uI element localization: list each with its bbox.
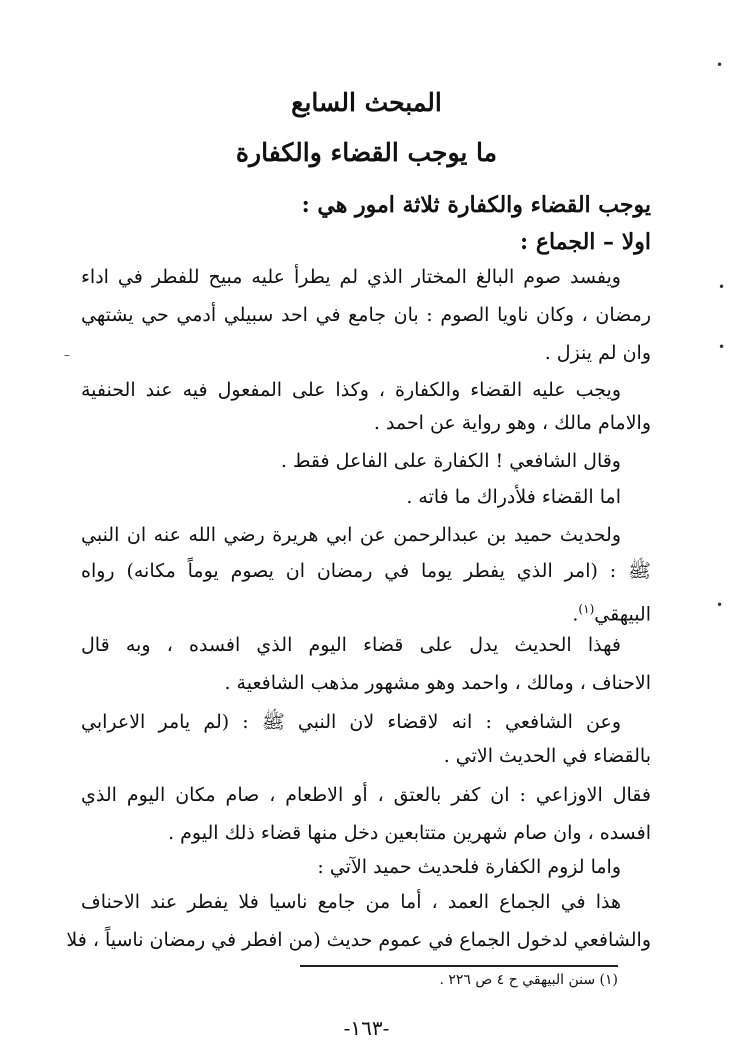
body-line: فقال الاوزاعي : ان كفر بالعتق ، أو الاطعام ، صام مكان اليوم الذي (81, 784, 651, 806)
footnote-ref: (١) (578, 602, 595, 616)
scan-mark: • (718, 280, 726, 294)
section-subtitle: ما يوجب القضاء والكفارة (235, 138, 498, 167)
scan-mark: • (716, 598, 724, 612)
line-end-dot: . (572, 603, 579, 626)
body-line: ويجب عليه القضاء والكفارة ، وكذا على المفعول فيه عند الحنفية (81, 379, 621, 401)
body-line: فهذا الحديث يدل على قضاء اليوم الذي افسده ، وبه قال (81, 634, 621, 656)
scan-mark: – (64, 348, 70, 362)
intro-heading: يوجب القضاء والكفارة ثلاثة امور هي : (301, 192, 651, 218)
body-line: بالقضاء في الحديث الاتي . (443, 745, 651, 767)
scan-mark: • (718, 340, 726, 354)
body-line: وان لم ينزل . (544, 342, 651, 364)
body-line: والشافعي لدخول الجماع في عموم حديث (من افطر في رمضان ناسياً ، فلا (66, 929, 651, 951)
page-number: -١٦٣- (343, 1016, 390, 1040)
footnote-divider (300, 965, 618, 967)
body-line-text: البيهقي (594, 603, 651, 626)
section-title: المبحث السابع (291, 88, 442, 117)
body-line: وعن الشافعي : انه لاقضاء لان النبي ﷺ : (لم يامر الاعرابي (81, 711, 621, 733)
body-line: اما القضاء فلأدراك ما فاته . (406, 486, 621, 508)
body-line: واما لزوم الكفارة فلحديث حميد الآتي : (317, 856, 621, 878)
body-line (81, 594, 651, 629)
body-line: ويفسد صوم البالغ المختار الذي لم يطرأ عليه مبيح للفطر في اداء (81, 266, 621, 288)
body-line: الاحناف ، ومالك ، واحمد وهو مشهور مذهب الشافعية . (224, 672, 651, 694)
body-line: والامام مالك ، وهو رواية عن احمد . (373, 412, 651, 434)
body-line: رمضان ، وكان ناويا الصوم : بان جامع في احد سبيلي أدمي حي يشتهي (81, 304, 652, 326)
scan-mark: • (716, 58, 724, 72)
footnote: (١) سنن البيهقي ح ٤ ص ٢٢٦ . (439, 972, 618, 988)
first-item-heading: اولا – الجماع : (520, 229, 651, 255)
body-line: ﷺ : (امر الذي يفطر يوما في رمضان ان يصوم يوماً مكانه) رواه (81, 560, 651, 582)
body-line: ولحديث حميد بن عبدالرحمن عن ابي هريرة رضي الله عنه ان النبي (81, 524, 621, 546)
body-line: افسده ، وان صام شهرين متتابعين دخل منها قضاء ذلك اليوم . (168, 822, 651, 844)
body-line: هذا في الجماع العمد ، أما من جامع ناسيا فلا يفطر عند الاحناف (81, 891, 621, 913)
body-line: وقال الشافعي ! الكفارة على الفاعل فقط . (280, 450, 621, 472)
